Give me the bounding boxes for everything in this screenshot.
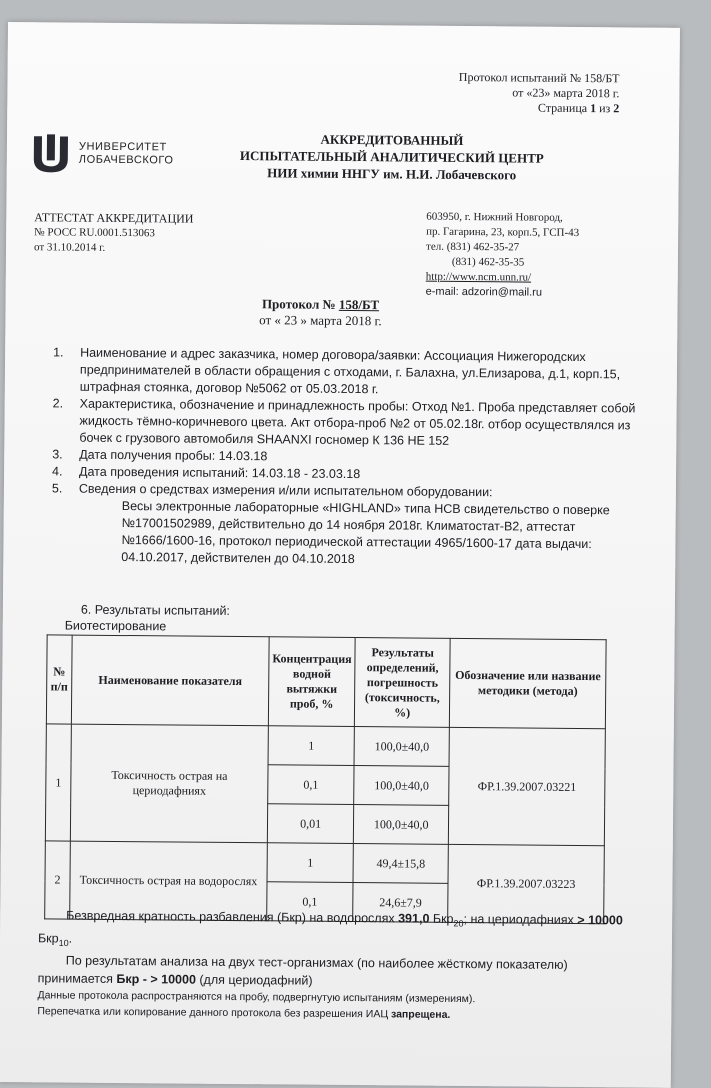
conclusion-text-2: По результатам анализа на двух тест-организмах (по наиболее жёсткому показателю) принимается bbox=[37, 953, 568, 986]
row-concentration: 1 bbox=[268, 726, 355, 766]
page-prefix: Страница bbox=[537, 100, 588, 116]
logo-line1: УНИВЕРСИТЕТ bbox=[78, 140, 167, 154]
items-list bbox=[51, 344, 643, 570]
address-block bbox=[426, 210, 580, 301]
conclusion-tail: (для цериодафний) bbox=[199, 972, 313, 988]
item-number: 4. bbox=[52, 464, 63, 479]
results-table bbox=[44, 634, 606, 924]
title-date: от « 23 » марта 2018 г. bbox=[259, 312, 382, 329]
university-logo bbox=[31, 132, 174, 175]
note-1: Данные протокола распространяются на пробу, подвергнутую испытаниям (измерениям). bbox=[37, 989, 476, 1006]
row-concentration: 1 bbox=[267, 843, 354, 883]
conclusion-unit-sub-1: 20 bbox=[453, 918, 464, 929]
col-result-header: Результаты определений, погрешность (токсичность, %) bbox=[355, 638, 451, 728]
conclusion-paragraph-2 bbox=[38, 951, 628, 992]
row-result: 49,4±15,8 bbox=[353, 844, 448, 884]
table-row bbox=[46, 724, 605, 768]
item-number: 3. bbox=[52, 447, 63, 462]
row-num: 1 bbox=[45, 724, 71, 841]
page-number: 1 bbox=[590, 101, 597, 116]
item-text: Дата проведения испытаний: 14.03.18 - 23.03.18 bbox=[79, 464, 361, 482]
list-item bbox=[53, 344, 643, 400]
conclusion-value-1: 391,0 bbox=[398, 911, 430, 926]
conclusion-unit-2: Бкр bbox=[37, 930, 59, 945]
row-concentration: 0,1 bbox=[268, 765, 355, 805]
accreditation-block bbox=[34, 210, 194, 256]
title-number: 158/БТ bbox=[338, 296, 380, 313]
conclusion-block bbox=[37, 906, 628, 1024]
row-num: 2 bbox=[45, 841, 71, 919]
col-method-header: Обозначение или название методики (метода) bbox=[450, 638, 607, 728]
item-number: 2. bbox=[52, 396, 64, 411]
unn-logo-icon bbox=[31, 132, 71, 174]
protocol-header bbox=[458, 70, 619, 116]
row-concentration: 0,1 bbox=[267, 882, 354, 922]
accreditation-title: АТТЕСТАТ АККРЕДИТАЦИИ bbox=[34, 210, 194, 226]
conclusion-value-2: > 10000 bbox=[577, 913, 623, 928]
note-2-text: Перепечатка или копирование данного протокола без разрешения ИАЦ bbox=[37, 1005, 389, 1021]
item-number: 5. bbox=[51, 481, 63, 496]
address-line1: 603950, г. Нижний Новгород, bbox=[426, 210, 563, 224]
row-result: 100,0±40,0 bbox=[354, 805, 449, 845]
document-page bbox=[0, 22, 680, 1088]
email-line: e-mail: adzorin@mail.ru bbox=[425, 285, 543, 299]
row-indicator: Токсичность острая на цериодафниях bbox=[70, 724, 268, 843]
page-total: 2 bbox=[613, 101, 620, 116]
note-2-bold: запрещена. bbox=[390, 1008, 451, 1021]
row-indicator: Токсичность острая на водорослях bbox=[70, 841, 268, 921]
center-title bbox=[227, 130, 557, 184]
page-counter bbox=[458, 100, 619, 116]
conclusion-sep: ; на цериодафниях bbox=[463, 912, 574, 927]
center-title-line1: АККРЕДИТОВАННЫЙ bbox=[320, 131, 464, 148]
document-title bbox=[185, 296, 455, 330]
protocol-header-line2: от «23» марта 2018 г. bbox=[512, 85, 620, 101]
table-header-row bbox=[46, 635, 606, 729]
col-name-header: Наименование показателя bbox=[71, 635, 269, 726]
page-sep: из bbox=[599, 101, 611, 116]
logo-text bbox=[79, 141, 174, 168]
row-result: 100,0±40,0 bbox=[354, 766, 449, 806]
title-prefix: Протокол № bbox=[261, 296, 336, 312]
row-result: 100,0±40,0 bbox=[354, 727, 449, 767]
protocol-header-line1: Протокол испытаний № 158/БТ bbox=[458, 69, 620, 86]
center-title-line2: ИСПЫТАТЕЛЬНЫЙ АНАЛИТИЧЕСКИЙ ЦЕНТР bbox=[239, 148, 544, 166]
table-row bbox=[45, 841, 604, 885]
row-method: ФР.1.39.2007.03221 bbox=[449, 727, 606, 845]
logo-line2: ЛОБАЧЕВСКОГО bbox=[78, 153, 174, 167]
item-text: Сведения о средствах измерения и/или испытательном оборудовании: bbox=[78, 481, 493, 500]
conclusion-text-1: Безвредная кратность разбавления (Бкр) на водорослях bbox=[66, 908, 395, 926]
col-conc-header: Концентрация водной вытяжки проб, % bbox=[268, 637, 355, 727]
results-heading: 6. Результаты испытаний: bbox=[80, 602, 231, 618]
item-number: 1. bbox=[53, 345, 64, 360]
accreditation-number: № РОСС RU.0001.513063 bbox=[34, 226, 155, 240]
phone-line1: тел. (831) 462-35-27 bbox=[426, 240, 520, 254]
website-link[interactable]: http://www.ncm.unn.ru/ bbox=[425, 270, 532, 284]
accreditation-date: от 31.10.2014 г. bbox=[33, 241, 106, 254]
address-line2: пр. Гагарина, 23, корп.5, ГСП-43 bbox=[426, 225, 580, 239]
biotesting-heading: Биотестирование bbox=[64, 618, 167, 634]
equipment-details: Весы электронные лабораторные «HIGHLAND» типа HCB свидетельство о поверке №17001502989, действительно до 14 ноября 2018г. Климатостат-B2, аттестат №1666/1600-16, протокол периодической аттестации 4965/1600-17 дата выдачи: 04.10.2017, действителен до 04.10.2018 bbox=[121, 499, 610, 567]
list-item bbox=[52, 395, 642, 451]
item-text: Наименование и адрес заказчика, номер договора/заявки: Ассоциация Нижегородских предпринимателей в области обращения с отходами, г. Балахна, ул.Елизарова, д.1, корп.15, штрафная стоянка, договор №5062 от 05.03.2018 г. bbox=[79, 345, 621, 397]
item-text: Дата получения пробы: 14.03.18 bbox=[79, 447, 268, 464]
conclusion-value-3: Бкр - > 10000 bbox=[116, 971, 197, 987]
phone-line2: (831) 462-35-35 bbox=[451, 255, 525, 269]
item-text: Характеристика, обозначение и принадлежность пробы: Отход №1. Проба представляет собой жидкость тёмно-коричневого цвета. Акт отбора-проб №2 от 05.02.18г. отбор осуществлялся из бочек с грузового автомобиля SHAANXI госномер К 136 НЕ 152 bbox=[79, 396, 636, 448]
conclusion-unit-1: Бкр bbox=[432, 911, 454, 926]
row-method: ФР.1.39.2007.03223 bbox=[448, 844, 604, 923]
center-title-line3: НИИ химии ННГУ им. Н.И. Лобачевского bbox=[267, 165, 517, 183]
col-num-header: № п/п bbox=[46, 635, 72, 724]
row-result: 24,6±7,9 bbox=[353, 883, 448, 923]
conclusion-unit-sub-2: 10 bbox=[58, 937, 69, 948]
conclusion-paragraph-1: Безвредная кратность разбавления (Бкр) на водорослях 391,0 Бкр$_{20}$; на цериодафниях > 10000 Бкр$_{10}$. bbox=[37, 908, 623, 948]
row-concentration: 0,01 bbox=[267, 804, 354, 844]
